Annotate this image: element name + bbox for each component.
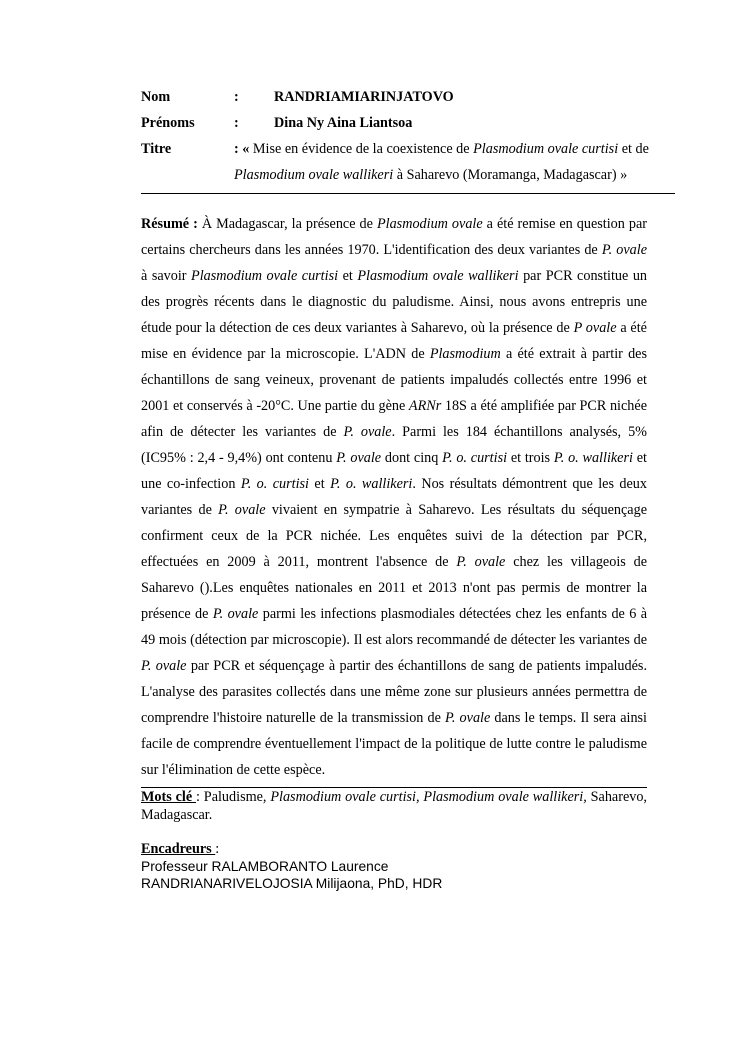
italic-run: P. ovale [445,710,491,726]
nom-label: Nom [141,89,171,105]
titre-label: Titre [141,141,172,157]
italic-run: Plasmodium [429,346,501,362]
italic-run: P. ovale [218,502,266,518]
italic-run: P. ovale [212,606,259,622]
italic-run: Plasmodium ovale curtisi [473,141,619,157]
text-run: et trois [507,450,554,466]
titre-prefix: : « [234,141,250,157]
titre-value [234,136,675,188]
nom-row [141,84,675,110]
italic-run: P. o. curtisi [442,450,508,466]
italic-run: P. ovale [343,424,392,440]
italic-run: Plasmodium ovale wallikeri [357,268,519,284]
encadreurs-label: Encadreurs [141,841,216,857]
resume-paragraph [141,211,647,783]
text-run: À Madagascar, la présence de [197,216,377,232]
text-run: a été mise en évidence par la microscopie. L'ADN de [141,320,647,362]
document-page [141,84,675,892]
text-run: Mise en évidence de la coexistence de [249,141,474,157]
italic-run: P. ovale [141,658,187,674]
text-run: . Nos résultats démontrent que les deux variantes de [141,476,647,518]
text-run: à savoir [141,268,192,284]
text-run: chez les villageois de Saharevo ().Les enquêtes nationales en 2011 et 2013 n'ont pas permis de montrer la présence de [141,554,648,622]
nom-value: RANDRIAMIARINJATOVO [274,89,454,105]
resume-text [141,216,647,778]
italic-run: P ovale [573,320,617,336]
text-run: a été remise en question par certains chercheurs dans les années 1970. L'identification des deux variantes de [141,216,648,258]
mots-cle-label: Mots clé [141,789,196,805]
text-run: 18S a été amplifiée par PCR nichée afin de détecter les variantes de [141,398,647,440]
encadreur-2: RANDRIANARIVELOJOSIA Milijaona, PhD, HDR [141,876,443,891]
text-run: dans le temps. Il sera ainsi facile de comprendre éventuellement l'impact de la politique de lutte contre le paludisme sur l'élimination de cette espèce. [141,710,648,778]
encadreur-1: Professeur RALAMBORANTO Laurence [141,859,389,874]
text-run: dont cinq [381,450,443,466]
text-run: par PCR et séquençage à partir des échantillons de sang de patients impaludés. L'analyse des parasites collectés dans une même zone sur plusieurs années permettra de comprendre l'histoire naturelle de la transmission de [141,658,647,726]
italic-run: Plasmodium ovale wallikeri [234,167,394,183]
prenoms-label: Prénoms [141,115,195,131]
italic-run: Plasmodium ovale curtisi [191,268,339,284]
text-run: a été extrait à partir des échantillons de sang veineux, provenant de patients impaludés collectés entre 1996 et 2001 et conservés à -20°C. Une partie du gène [141,346,647,414]
text-run: et une co-infection [141,450,647,492]
encadreurs-colon: : [215,841,220,857]
text-run: parmi les infections plasmodiales détectées chez les enfants de 6 à 49 mois (détection par microscopie). Il est alors recommandé de détecter les variantes de [141,606,648,648]
encadreurs-heading [141,841,675,858]
resume-label: Résumé : [141,216,198,232]
italic-run: P. ovale [601,242,648,258]
prenoms-colon: : [234,115,239,131]
mots-cle-text [141,789,647,823]
text-run: et [338,268,358,284]
italic-run: P. o. wallikeri [553,450,633,466]
header-divider [141,193,675,194]
italic-run: P. o. wallikeri [330,476,413,492]
text-run: . Parmi les 184 échantillons analysés, 5% (IC95% : 2,4 - 9,4%) ont contenu [141,424,647,466]
text-run: Saharevo, Madagascar. [141,789,647,823]
mots-cle-paragraph [141,788,647,824]
text-run: à Saharevo (Moramanga, Madagascar) » [393,167,628,183]
encadreurs-block [141,841,675,892]
italic-run: Plasmodium ovale [376,216,483,232]
text-run: et [308,476,331,492]
text-run: : Paludisme, [196,789,271,805]
prenoms-value: Dina Ny Aina Liantsoa [274,115,413,131]
italic-run: ARNr [408,398,442,414]
text-run: par PCR constitue un des progrès récents dans le diagnostic du paludisme. Ainsi, nous avons entrepris une étude pour la détection de ces deux variantes à Saharevo, où la présence de [141,268,648,336]
italic-run: Plasmodium ovale curtisi, Plasmodium ovale wallikeri, [270,789,587,805]
text-run: vivaient en sympatrie à Saharevo. Les résultats du séquençage confirment ceux de la PCR nichée. Les enquêtes suivi de la détection par PCR, effectuées en 2009 à 2011, montrent l'absence de [141,502,647,570]
titre-text [234,141,649,183]
prenoms-row [141,110,675,136]
titre-row [141,136,675,188]
italic-run: P. ovale [456,554,506,570]
italic-run: P. ovale [336,450,382,466]
text-run: et de [618,141,649,157]
nom-colon: : [234,89,239,105]
italic-run: P. o. curtisi [240,476,309,492]
